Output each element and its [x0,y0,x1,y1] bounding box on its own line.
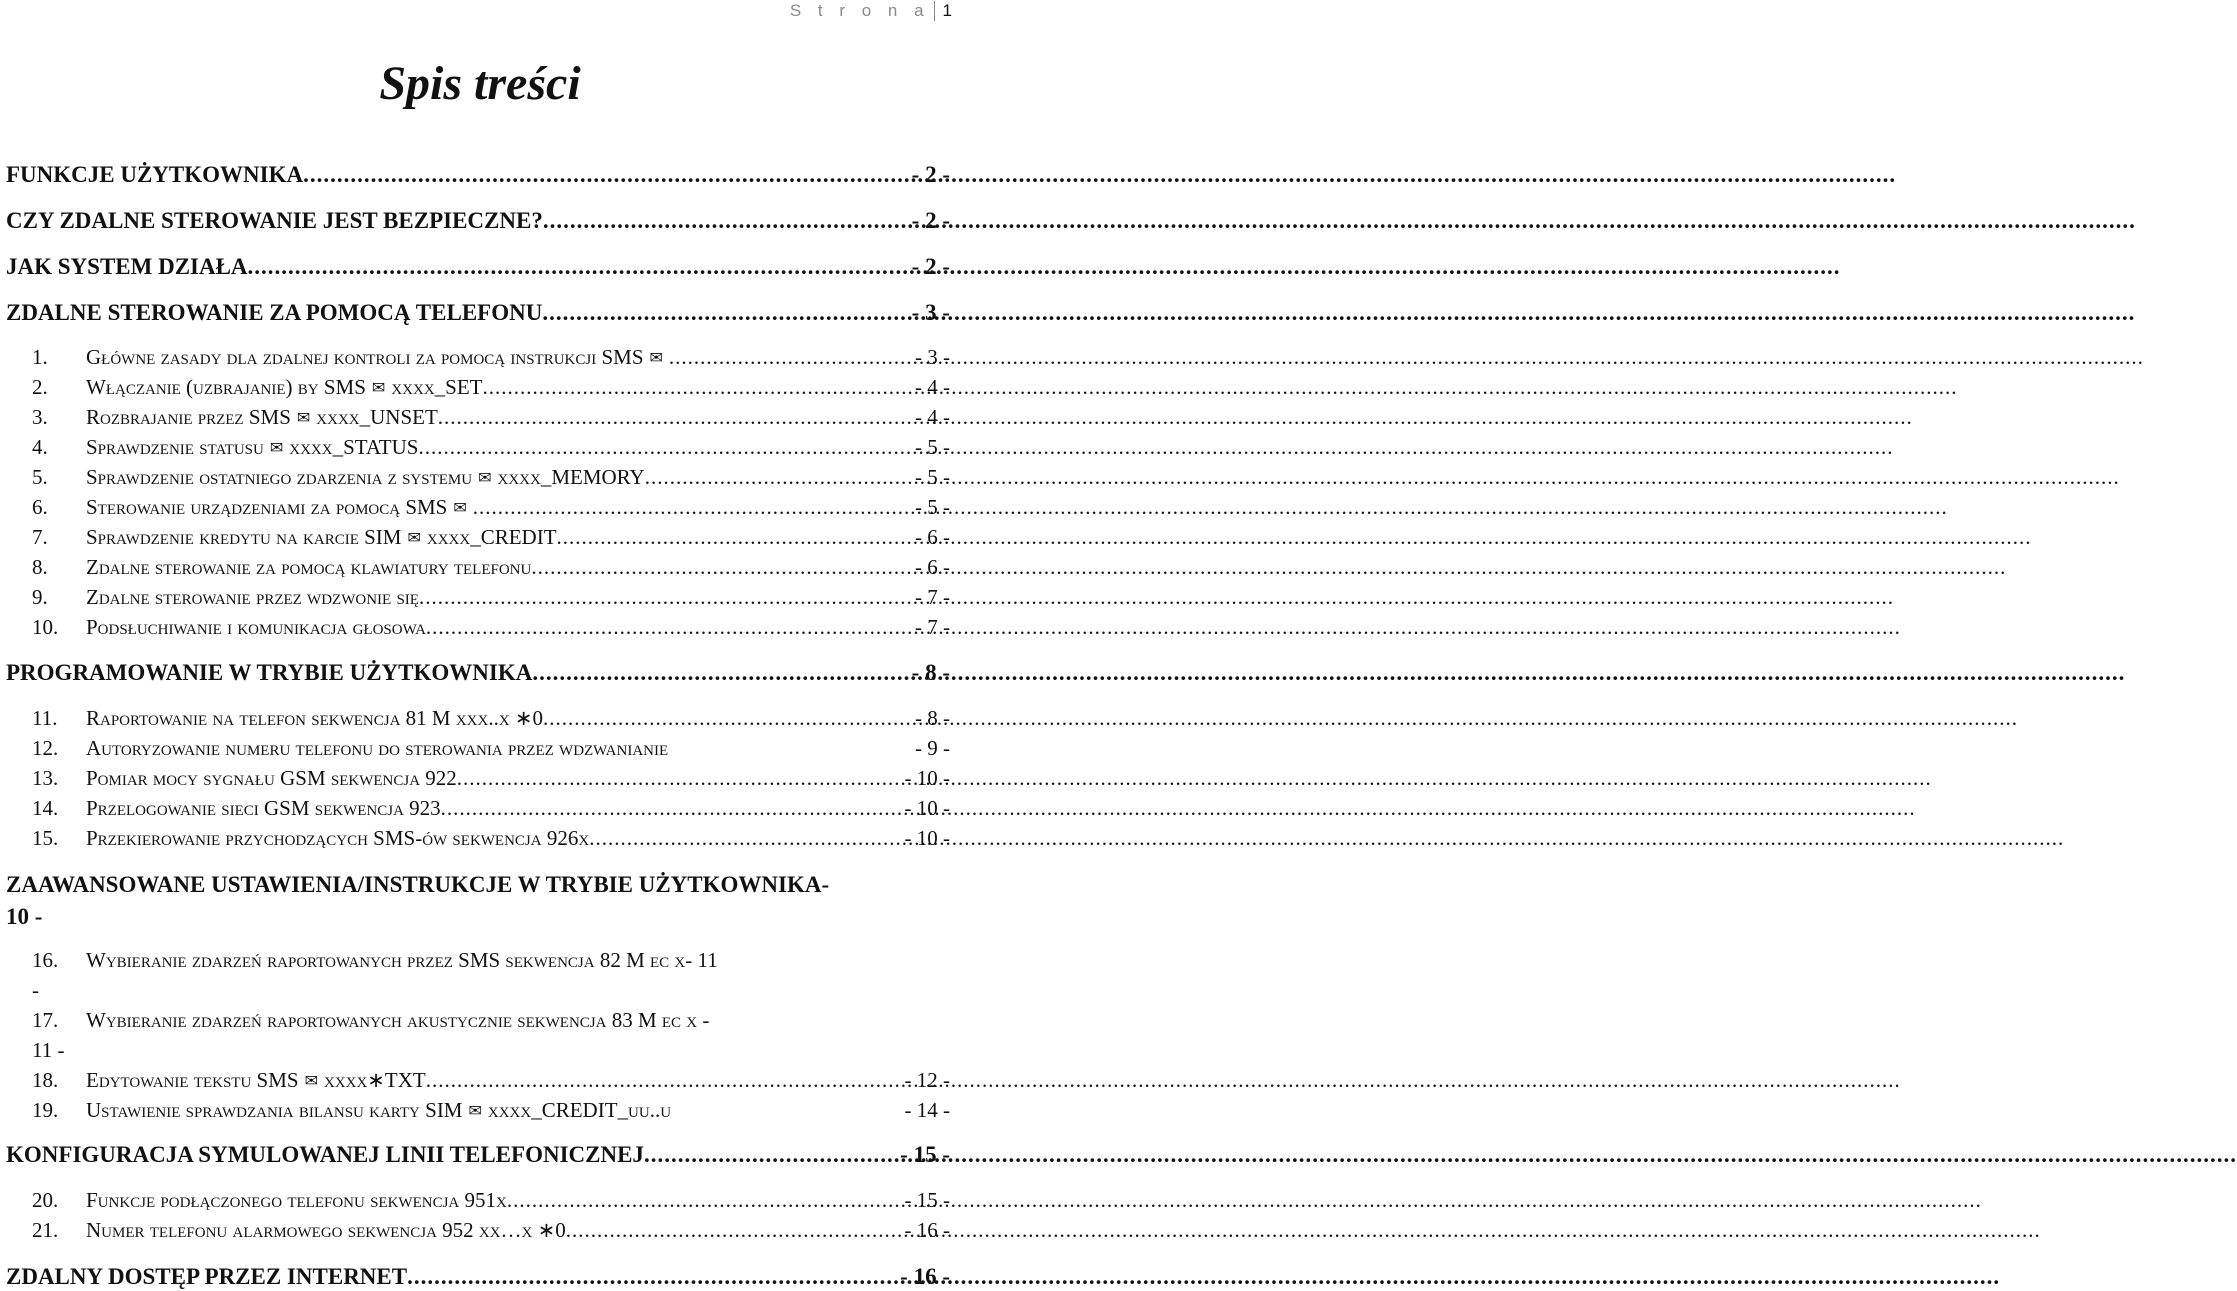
toc-entry-text [86,435,418,460]
toc-entry-command: xxxx∗TXT [323,1068,426,1092]
toc-entry-s19[interactable] [6,1098,950,1123]
header-divider [934,1,935,21]
toc-entry-page: - 5 - [915,495,950,519]
toc-entry-page: - 6 - [915,525,950,549]
toc-entry-page: - 6 - [915,555,950,579]
dot-leader [645,465,913,490]
toc-entry-label: Sterowanie urządzeniami za pomocą SMS [86,495,448,519]
toc-entry-s16-line2[interactable]: - [32,978,39,1002]
toc-entry-s13[interactable] [6,766,950,791]
toc-entry-page: - 7 - [915,585,950,609]
toc-entry-s3[interactable] [6,405,950,430]
dot-leader [669,345,913,370]
toc-entry-label: Przekierowanie przychodzących SMS-ów sekwencja 926x [86,826,590,850]
toc-entry-label: Zdalne sterowanie za pomocą klawiatury telefonu [86,555,532,579]
toc-entry-text [86,495,473,520]
toc-entry-label: ZDALNE STEROWANIE ZA POMOCĄ TELEFONU [6,300,543,325]
toc-entry-text [86,796,441,821]
envelope-icon: ✉ [304,1073,318,1090]
toc-entry-t7[interactable] [6,1142,950,1168]
toc-entry-text: Wybieranie zdarzeń raportowanych akustycznie sekwencja 83 M ec x - [86,1008,710,1032]
toc-entry-page: - 3 - [911,300,950,325]
dot-leader [507,1188,903,1213]
toc-entry-number: 2. [32,375,48,399]
toc-entry-command: xxxx_UNSET [316,405,438,429]
toc-entry-t4[interactable] [6,300,950,326]
toc-entry-number: 9. [32,585,48,609]
dot-leader [543,706,913,731]
toc-entry-command: xxxx_SET [391,375,483,399]
toc-entry-text [86,525,557,550]
toc-entry-s7[interactable] [6,525,950,550]
toc-entry-label: Funkcje podłączonego telefonu sekwencja 951x [86,1188,507,1212]
toc-entry-text [86,1068,426,1093]
toc-entry-command: xxxx_STATUS [289,435,419,459]
envelope-icon: ✉ [649,350,663,367]
envelope-icon: ✉ [296,410,311,427]
toc-entry-s16[interactable] [6,948,950,973]
toc-entry-page: - 4 - [915,375,950,399]
dot-leader [441,796,903,821]
toc-entry-label: CZY ZDALNE STEROWANIE JEST BEZPIECZNE? [6,208,543,233]
toc-entry-page: - 8 - [915,706,950,730]
toc-entry-page: - 14 - [904,1098,950,1122]
toc-entry-text [86,826,589,851]
toc-entry-number: 8. [32,555,48,579]
toc-entry-text [86,375,483,400]
toc-entry-label: Rozbrajanie przez SMS [86,405,291,429]
toc-entry-text [86,465,645,490]
dot-leader [644,1142,898,1168]
dot-leader [532,660,909,686]
toc-entry-text [86,345,669,370]
toc-entry-number: 6. [32,495,48,519]
toc-entry-label: FUNKCJE UŻYTKOWNIKA [6,162,304,187]
toc-entry-text [6,1264,407,1290]
toc-entry-command: xxxx_CREDIT [426,525,557,549]
dot-leader [566,1218,903,1243]
toc-entry-label: Edytowanie tekstu SMS [86,1068,299,1092]
toc-entry-text [86,1098,671,1123]
toc-entry-page: - 10 - [904,826,950,850]
toc-entry-page: - 7 - [915,615,950,639]
toc-entry-label: JAK SYSTEM DZIAŁA [6,254,248,279]
dot-leader [248,254,910,280]
toc-entry-label: Sprawdzenie ostatniego zdarzenia z systemu [86,465,473,489]
toc-entry-label: Sprawdzenie statusu [86,435,264,459]
dot-leader [543,208,910,234]
toc-entry-text [86,736,668,761]
toc-entry-s4[interactable] [6,435,950,460]
toc-entry-label: Główne zasady dla zdalnej kontroli za pomocą instrukcji SMS [86,345,644,369]
toc-entry-page: - 5 - [915,435,950,459]
toc-entry-page: - 8 - [911,660,950,685]
toc-entry-text [86,585,419,610]
dot-leader [473,495,913,520]
toc-entry-s5[interactable] [6,465,950,490]
toc-entry-number: 5. [32,465,48,489]
envelope-icon: ✉ [407,530,421,547]
toc-entry-number: 7. [32,525,48,549]
toc-entry-s1[interactable] [6,345,950,370]
toc-entry-s8[interactable] [6,555,950,580]
envelope-icon: ✉ [453,500,467,517]
toc-entry-number: 14. [32,796,59,820]
toc-entry-page: - 15 - [904,1188,950,1212]
dot-leader [542,300,909,326]
toc-entry-s15[interactable] [6,826,950,851]
toc-entry-label: KONFIGURACJA SYMULOWANEJ LINII TELEFONICZNEJ [6,1142,644,1167]
toc-entry-s21[interactable] [6,1218,950,1243]
toc-entry-text [86,405,438,430]
dot-leader [418,435,913,460]
toc-entry-page: - 10 - [904,796,950,820]
toc-entry-page: - 2 - [911,254,950,279]
toc-entry-text [86,615,426,640]
dot-leader [531,555,913,580]
toc-entry-s18[interactable] [6,1068,950,1093]
toc-entry-label: Autoryzowanie numeru telefonu do sterowania przez wdzwanianie [86,736,669,760]
toc-entry-label: Podsłuchiwanie i komunikacja głosowa [86,615,426,639]
page-title: Spis treści [379,57,581,110]
envelope-icon: ✉ [478,470,492,487]
toc-entry-text [6,300,542,326]
dot-leader [303,162,910,188]
toc-entry-text [6,1142,644,1168]
toc-entry-s6[interactable] [6,495,950,520]
dot-leader [557,525,913,550]
toc-entry-number: 3. [32,405,48,429]
dot-leader [483,375,914,400]
toc-entry-s11[interactable] [6,706,950,731]
toc-entry-s2[interactable] [6,375,950,400]
toc-entry-text: Wybieranie zdarzeń raportowanych przez SMS sekwencja 82 M ec x- 11 [86,948,718,972]
toc-entry-s14[interactable] [6,796,950,821]
toc-entry-label: ZDALNY DOSTĘP PRZEZ INTERNET [6,1264,408,1289]
dot-leader [457,766,903,791]
toc-entry-text [6,162,303,188]
toc-entry-text [86,766,457,791]
toc-entry-t8[interactable] [6,1264,950,1290]
toc-entry-text [86,1188,507,1213]
toc-entry-page: - 10 - [904,766,950,790]
toc-entry-label: Przelogowanie sieci GSM sekwencja 923 [86,796,441,820]
toc-entry-page: - 2 - [911,162,950,187]
toc-entry-number: 18. [32,1068,59,1092]
dot-leader [407,1264,898,1290]
toc-entry-t6-line1[interactable]: ZAAWANSOWANE USTAWIENIA/INSTRUKCJE W TRYBIE UŻYTKOWNIKA- [6,872,830,897]
toc-entry-command: xxxx_CREDIT_uu..u [487,1098,672,1122]
toc-entry-s17-line2[interactable]: 11 - [32,1038,65,1062]
toc-entry-label: Ustawienie sprawdzania bilansu karty SIM [86,1098,463,1122]
toc-entry-label: Raportowanie na telefon sekwencja 81 M xxx..x ∗0 [86,706,543,730]
toc-entry-t3[interactable] [6,254,950,280]
toc-entry-label: PROGRAMOWANIE W TRYBIE UŻYTKOWNIKA [6,660,533,685]
toc-entry-number: 1. [32,345,48,369]
toc-entry-s9[interactable] [6,585,950,610]
envelope-icon: ✉ [269,440,284,457]
dot-leader [426,1068,903,1093]
envelope-icon: ✉ [468,1103,482,1120]
dot-leader [419,585,913,610]
toc-entry-number: 11. [32,706,58,730]
envelope-icon: ✉ [371,380,386,397]
toc-entry-t1[interactable] [6,162,950,188]
toc-entry-number: 21. [32,1218,59,1242]
toc-entry-page: - 9 - [915,736,950,760]
toc-entry-page: - 3 - [915,345,950,369]
toc-entry-number: 12. [32,736,59,760]
toc-entry-text [6,660,532,686]
toc-entry-page: - 16 - [904,1218,950,1242]
toc-entry-t5[interactable] [6,660,950,686]
toc-entry-label: Sprawdzenie kredytu na karcie SIM [86,525,402,549]
dot-leader [426,615,913,640]
toc-entry-number: 10. [32,615,59,639]
toc-entry-number: 4. [32,435,48,459]
toc-entry-label: Zdalne sterowanie przez wdzwonie się [86,585,419,609]
toc-entry-command: xxxx_MEMORY [497,465,645,489]
toc-entry-number: 16. [32,948,59,972]
toc-entry-s20[interactable] [6,1188,950,1213]
toc-entry-text [86,1218,566,1243]
toc-entry-page: - 4 - [915,405,950,429]
toc-entry-t2[interactable] [6,208,950,234]
toc-entry-number: 13. [32,766,59,790]
dot-leader [589,826,902,851]
toc-entry-page: - 2 - [911,208,950,233]
toc-entry-label: Numer telefonu alarmowego sekwencja 952 xx…x ∗0 [86,1218,566,1242]
toc-entry-number: 19. [32,1098,59,1122]
toc-entry-number: 15. [32,826,59,850]
toc-entry-s17[interactable] [6,1008,950,1033]
toc-entry-number: 20. [32,1188,59,1212]
page-number: 1 [942,1,952,20]
toc-entry-number: 17. [32,1008,59,1032]
toc-entry-label: Włączanie (uzbrajanie) by SMS [86,375,366,399]
toc-entry-text [86,706,543,731]
page-header [790,0,952,22]
dot-leader [438,405,913,430]
toc-entry-s10[interactable] [6,615,950,640]
toc-entry-s12[interactable] [6,736,950,761]
toc-entry-text [6,254,248,280]
toc-entry-t6-line2[interactable]: 10 - [6,904,43,929]
toc-entry-text [86,555,531,580]
toc-entry-text [6,208,543,234]
toc-entry-page: - 5 - [915,465,950,489]
toc-entry-page: - 16 - [900,1264,950,1289]
page-header-label: S t r o n a [789,1,930,20]
toc-entry-page: - 15 - [900,1142,950,1167]
toc-entry-page: - 12 - [904,1068,950,1092]
toc-entry-label: Pomiar mocy sygnału GSM sekwencja 922 [86,766,457,790]
